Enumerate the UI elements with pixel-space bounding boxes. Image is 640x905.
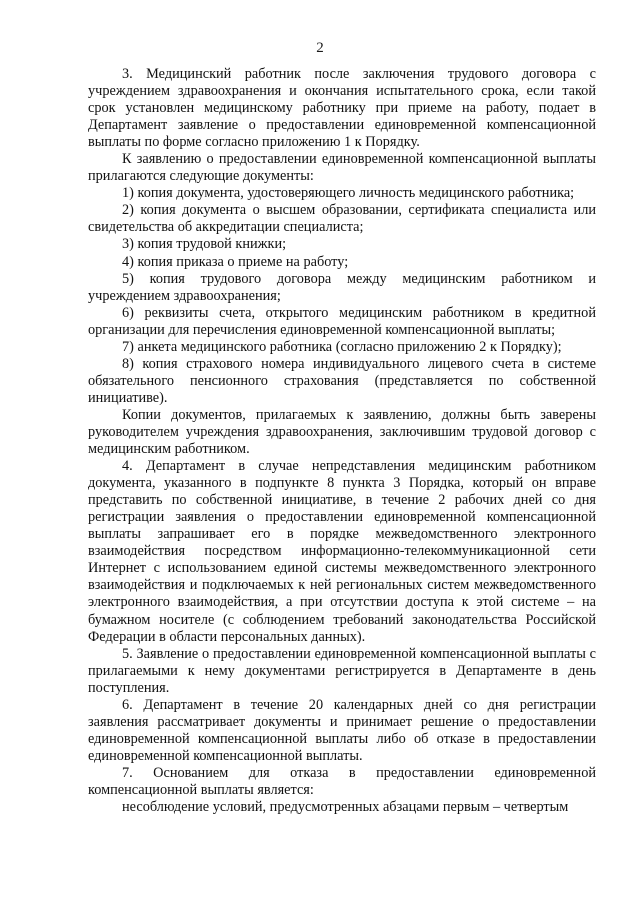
list-item-1: 1) копия документа, удостоверяющего личность медицинского работника; [122,185,575,202]
document-body [88,66,596,816]
list-item-3: 3) копия трудовой книжки; [122,236,287,253]
paragraph-refusal-condition: несоблюдение условий, предусмотренных абзацами первым – четвертым [122,799,569,816]
paragraph-item-6: 6. Департамент в течение 20 календарных дней со дня регистрации заявления рассматривает документы и принимает решение о предоставлении единовременной компенсационной выплаты либо об отказе в предоставлении единовременной компенсационной выплаты. [88,696,596,764]
list-item-6: 6) реквизиты счета, открытого медицинским работником в кредитной организации для перечисления единовременной компенсационной выплаты; [88,304,596,338]
paragraph-item-7: 7. Основанием для отказа в предоставлении единовременной компенсационной выплаты является: [88,764,596,798]
paragraph-item-3: 3. Медицинский работник после заключения трудового договора с учреждением здравоохранения и окончания испытательного срока, если такой срок установлен медицинскому работнику при приеме на работу, подает в Департамент заявление о предоставлении единовременной компенсационной выплаты по форме согласно приложению 1 к Порядку. [88,66,596,151]
paragraph-item-4: 4. Департамент в случае непредставления медицинским работником документа, указанного в подпункте 8 пункта 3 Порядка, который он вправе представить по собственной инициативе, в течение 2 рабочих дней со дня регистрации заявления о предоставлении единовременной компенсационной выплаты запрашивает его в порядке межведомственного электронного взаимодействия посредством информационно-телекоммуникационной сети Интернет с использованием единой системы межведомственного электронного взаимодействия и подключаемых к ней региональных систем межведомственного электронного взаимодействия, а при отсутствии доступа к этой системе – на бумажном носителе (с соблюдением требований законодательства Российской Федерации в области персональных данных). [88,458,596,645]
page-number: 2 [316,40,324,56]
list-item-7: 7) анкета медицинского работника (согласно приложению 2 к Порядку); [122,338,562,355]
list-item-8: 8) копия страхового номера индивидуального лицевого счета в системе обязательного пенсионного страхования (представляется по собственной инициативе). [88,355,596,406]
list-item-4: 4) копия приказа о приеме на работу; [122,253,349,270]
paragraph-item-5: 5. Заявление о предоставлении единовременной компенсационной выплаты с прилагаемыми к нему документами регистрируется в Департаменте в день поступления. [88,645,596,696]
paragraph-copies-certification: Копии документов, прилагаемых к заявлению, должны быть заверены руководителем учреждения здравоохранения, заключившим трудовой договор с медицинским работником. [88,406,596,458]
list-item-5: 5) копия трудового договора между медицинским работником и учреждением здравоохранения; [88,270,596,304]
paragraph-attachments-intro: К заявлению о предоставлении единовременной компенсационной выплаты прилагаются следующие документы: [88,151,596,185]
list-item-2: 2) копия документа о высшем образовании, сертификата специалиста или свидетельства об аккредитации специалиста; [88,202,596,236]
